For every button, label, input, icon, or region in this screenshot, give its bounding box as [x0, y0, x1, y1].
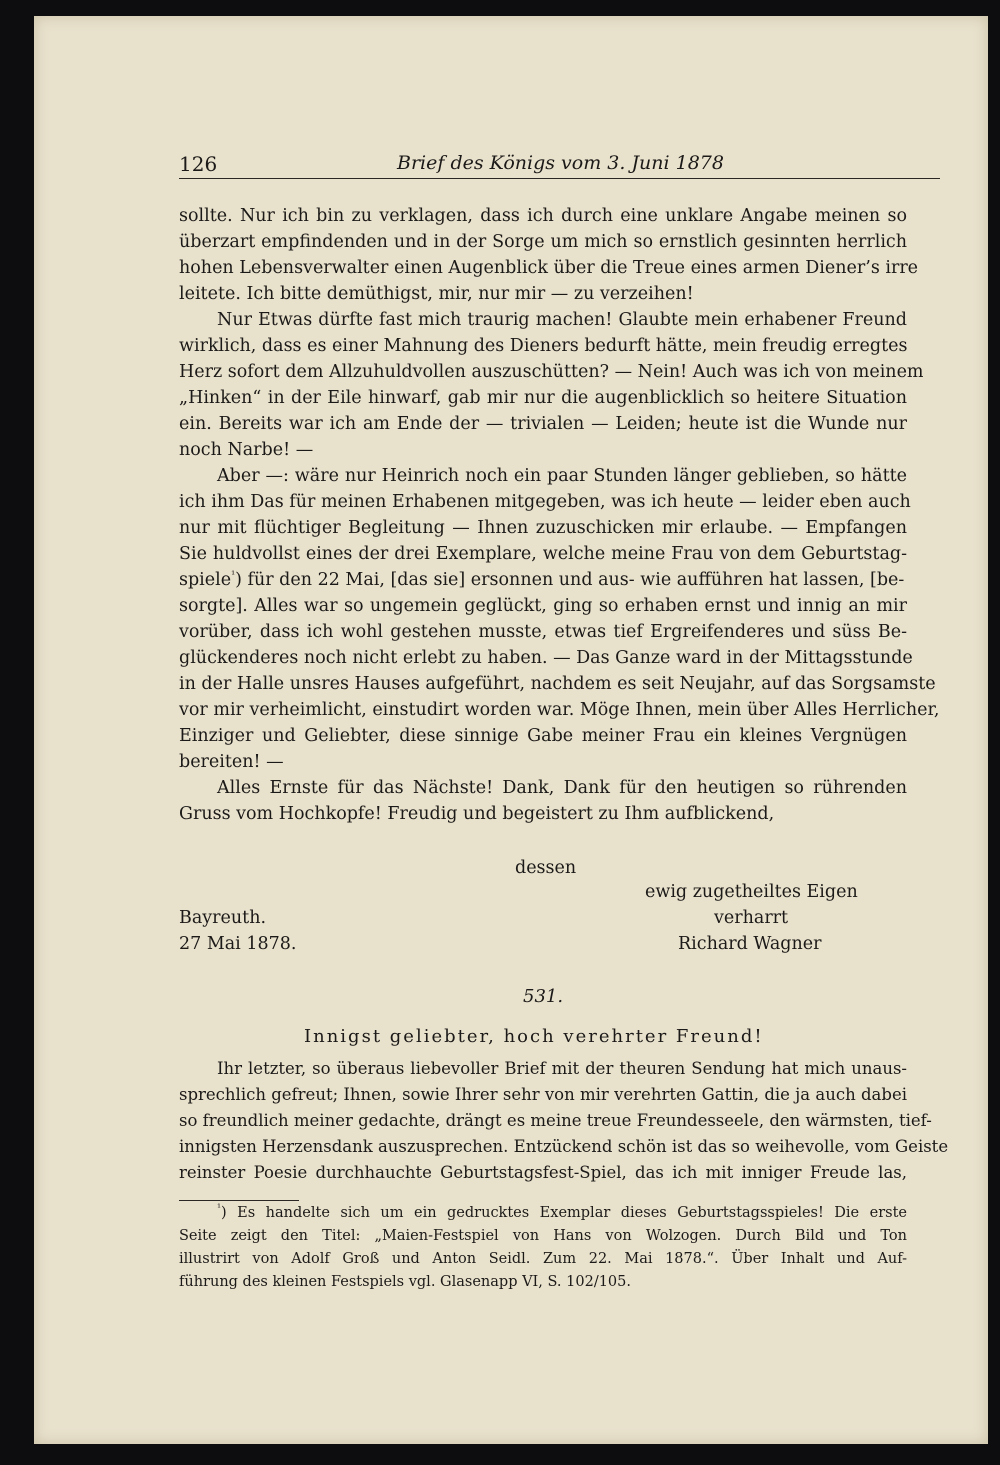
text-line: vor mir verheimlicht, einstudirt worden war. Möge Ihnen, mein über Alles Herrlicher,: [179, 700, 940, 720]
footnote-line: [179, 1202, 907, 1225]
text-line: ich ihm Das für meinen Erhabenen mitgegeben, was ich heute — leider eben auch: [179, 492, 911, 512]
text-line: reinster Poesie durchhauchte Geburtstagsfest-Spiel, das ich mit inniger Freude las,: [179, 1163, 907, 1182]
page-header: [179, 134, 940, 179]
text-line: vorüber, dass ich wohl gestehen musste, etwas tief Ergreifenderes und süss Be-: [179, 622, 907, 642]
text-line: Ihr letzter, so überaus liebevoller Brief mit der theuren Sendung hat mich unaus-: [217, 1059, 907, 1078]
footnote-marker: ¹: [217, 1203, 222, 1215]
text-line: Einziger und Geliebter, diese sinnige Gabe meiner Frau ein kleines Vergnügen: [179, 726, 907, 746]
text-line: Gruss vom Hochkopfe! Freudig und begeistert zu Ihm aufblickend,: [179, 804, 775, 824]
text-line: Nur Etwas dürfte fast mich traurig machen! Glaubte mein erhabener Freund: [217, 310, 907, 330]
text-line: so freundlich meiner gedachte, drängt es meine treue Freundesseele, den wärmsten, tief-: [179, 1111, 932, 1130]
text-line: leitete. Ich bitte demüthigst, mir, nur mir — zu verzeihen!: [179, 284, 694, 304]
letter-number: 531.: [523, 986, 564, 1007]
text-line: ein. Bereits war ich am Ende der — trivialen — Leiden; heute ist die Wunde nur: [179, 414, 907, 434]
text-line: [179, 567, 907, 593]
text-line: sprechlich gefreut; Ihnen, sowie Ihrer sehr von mir verehrten Gattin, die ja auch dabei: [179, 1085, 907, 1104]
text-line: Aber —: wäre nur Heinrich noch ein paar Stunden länger geblieben, so hätte: [217, 466, 907, 486]
footnote-reference: ¹: [231, 570, 236, 582]
closing-place: Bayreuth.: [179, 908, 267, 928]
footnote-divider: [179, 1200, 299, 1201]
next-letter-body: [179, 1056, 949, 1186]
book-page: [34, 16, 988, 1444]
signature: Richard Wagner: [678, 934, 822, 954]
text-line: glückenderes noch nicht erlebt zu haben. — Das Ganze ward in der Mittagsstunde: [179, 648, 913, 668]
letter-body: [179, 203, 940, 827]
text-line: sollte. Nur ich bin zu verklagen, dass ich durch eine unklare Angabe meinen so: [179, 206, 907, 226]
text-line: Sie huldvollst eines der drei Exemplare, welche meine Frau von dem Geburtstag-: [179, 544, 907, 564]
text-line: noch Narbe! —: [179, 440, 314, 460]
page-number: 126: [179, 152, 218, 176]
footnote: [179, 1202, 907, 1294]
text-line: bereiten! —: [179, 752, 284, 772]
closing-dessen: dessen: [515, 858, 577, 878]
text-line: Alles Ernste für das Nächste! Dank, Dank für den heutigen so rührenden: [217, 778, 907, 798]
closing-eigen: ewig zugetheiltes Eigen: [645, 882, 858, 902]
text-line: in der Halle unsres Hauses aufgeführt, nachdem es seit Neujahr, auf das Sorgsamste: [179, 674, 936, 694]
footnote-line: illustrirt von Adolf Groß und Anton Seidl. Zum 22. Mai 1878.“. Über Inhalt und Auf-: [179, 1251, 907, 1267]
text-line: Herz sofort dem Allzuhuldvollen auszuschütten? — Nein! Auch was ich von meinem: [179, 362, 924, 382]
text-line: sorgte]. Alles war so ungemein geglückt, ging so erhaben ernst und innig an mir: [179, 596, 907, 616]
text-line: wirklich, dass es einer Mahnung des Dieners bedurft hätte, mein freudig erregtes: [179, 336, 908, 356]
text-line: innigsten Herzensdank auszusprechen. Entzückend schön ist das so weihevolle, vom Geiste: [179, 1137, 949, 1156]
text-line: „Hinken“ in der Eile hinwarf, gab mir nur die augenblicklich so heitere Situation: [179, 388, 907, 408]
text-line: überzart empfindenden und in der Sorge um mich so ernstlich gesinnten herrlich: [179, 232, 907, 252]
closing-date: 27 Mai 1878.: [179, 934, 297, 954]
text-fragment: ) Es handelte sich um ein gedrucktes Exemplar dieses Geburtstagsspieles! Die erste: [221, 1205, 907, 1221]
letter-salutation: Innigst geliebter, hoch verehrter Freund!: [304, 1026, 764, 1047]
text-fragment: spiele: [179, 570, 232, 590]
footnote-line: Seite zeigt den Titel: „Maien-Festspiel von Hans von Wolzogen. Durch Bild und Ton: [179, 1228, 907, 1244]
text-fragment: ) für den 22 Mai, [das sie] ersonnen und aus- wie aufführen hat lassen, [be-: [235, 570, 905, 590]
footnote-line: führung des kleinen Festspiels vgl. Glasenapp VI, S. 102/105.: [179, 1274, 631, 1290]
text-line: nur mit flüchtiger Begleitung — Ihnen zuzuschicken mir erlaube. — Empfangen: [179, 518, 907, 538]
closing-verharrt: verharrt: [714, 908, 789, 928]
text-line: hohen Lebensverwalter einen Augenblick über die Treue eines armen Diener’s irre: [179, 258, 919, 278]
running-title: Brief des Königs vom 3. Juni 1878: [397, 152, 724, 174]
